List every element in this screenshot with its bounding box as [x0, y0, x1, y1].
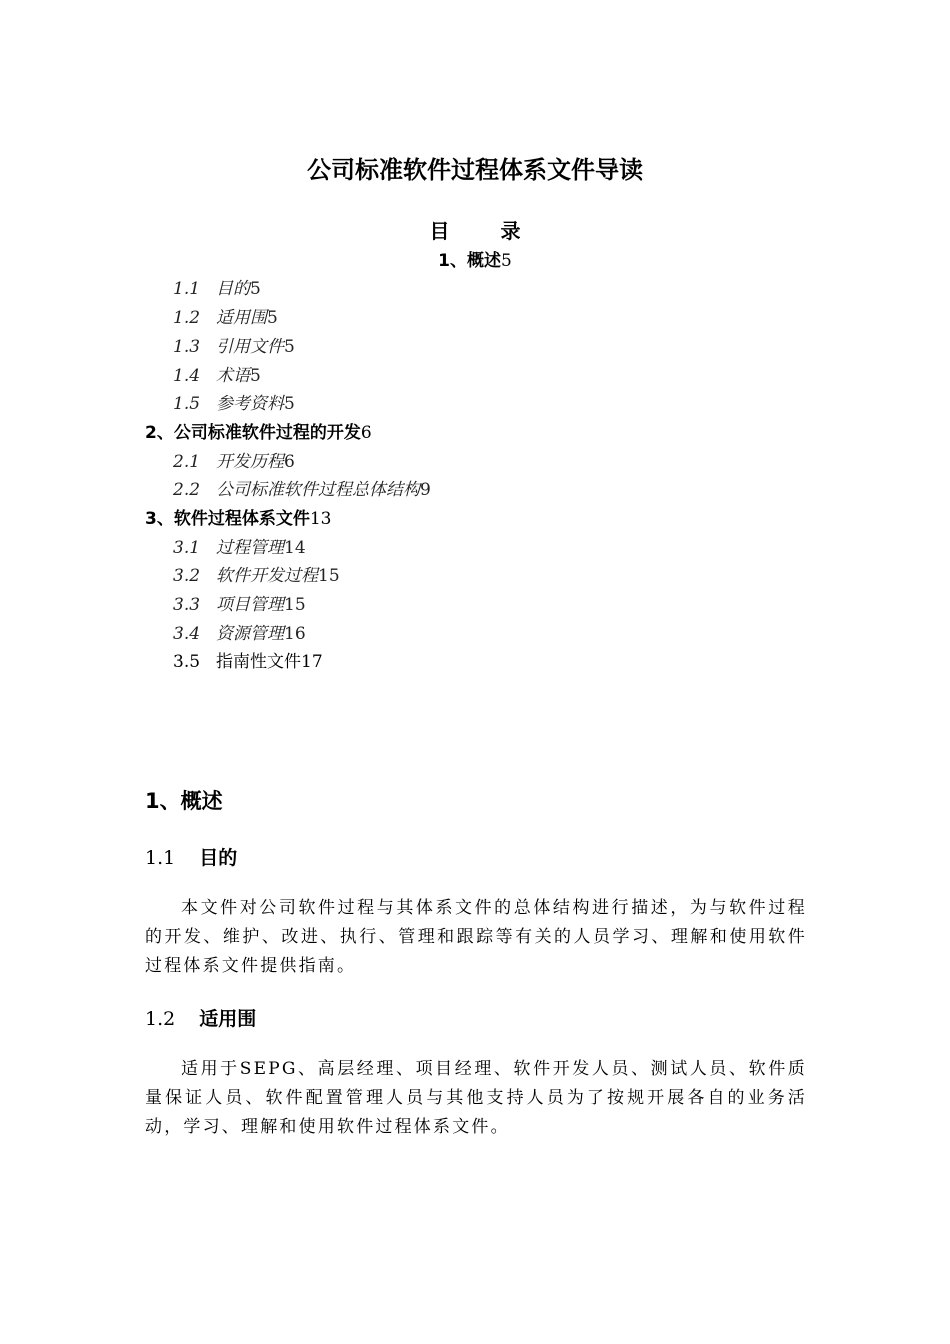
toc-entry[interactable]: [173, 365, 261, 387]
toc-entry-text: 开发历程: [216, 452, 285, 472]
toc-entry[interactable]: [145, 422, 372, 444]
toc-entry-page: 17: [301, 652, 323, 672]
toc-entry-page: 6: [284, 452, 295, 472]
toc-entry-text: 软件过程体系文件: [173, 509, 310, 529]
toc-entry-page: 6: [360, 423, 372, 443]
toc-entry-number: 1.3: [173, 337, 201, 357]
toc-entry-number: 1、: [438, 251, 467, 271]
toc-entry-text: 目的: [216, 279, 251, 299]
toc-entry-text: 公司标准软件过程总体结构: [216, 480, 421, 500]
section-heading-1-1: [145, 843, 237, 870]
toc-entry-number: 3.1: [173, 538, 201, 558]
toc-entry-text: 术语: [216, 366, 251, 386]
toc-entry-text: 概述: [467, 251, 501, 271]
toc-entry-number: 3.3: [173, 595, 201, 615]
toc-entry-number: 2.1: [173, 452, 201, 472]
document-title: 公司标准软件过程体系文件导读: [307, 156, 643, 184]
toc-entry-number: 3.4: [173, 624, 201, 644]
toc-entry[interactable]: [173, 651, 323, 673]
toc-entry-number: 1.2: [173, 308, 201, 328]
toc-entry-number: 3.5: [173, 652, 201, 672]
toc-heading: 目 录: [429, 219, 543, 243]
toc-entry-text: 参考资料: [216, 394, 285, 414]
toc-entry[interactable]: [173, 565, 340, 587]
section-title: 适用围: [199, 1008, 257, 1030]
toc-entry-number: 1.1: [173, 279, 201, 299]
paragraph-purpose: 本文件对公司软件过程与其体系文件的总体结构进行描述，为与软件过程的开发、维护、改进、执行、管理和跟踪等有关的人员学习、理解和使用软件过程体系文件提供指南。: [145, 898, 807, 976]
toc-entry-page: 9: [420, 480, 431, 500]
toc-entry-number: 3、: [145, 509, 174, 529]
toc-entry[interactable]: [173, 594, 306, 616]
paragraph-scope: 适用于SEPG、高层经理、项目经理、软件开发人员、测试人员、软件质量保证人员、软件配置管理人员与其他支持人员为了按规开展各自的业务活动，学习、理解和使用软件过程体系文件。: [145, 1059, 807, 1137]
toc-entry-text: 软件开发过程: [216, 566, 319, 586]
toc-entry[interactable]: [173, 537, 306, 559]
toc-entry[interactable]: [173, 278, 261, 300]
toc-entry-number: 2.2: [173, 480, 201, 500]
toc-entry-text: 项目管理: [216, 595, 285, 615]
section-number: 1.2: [145, 1008, 176, 1030]
toc-entry-page: 5: [250, 366, 261, 386]
toc-entry-page: 16: [284, 624, 306, 644]
toc-entry-page: 5: [250, 279, 261, 299]
toc-entry[interactable]: [173, 479, 431, 501]
toc-entry-text: 指南性文件: [216, 652, 302, 672]
toc-entry-page: 14: [284, 538, 306, 558]
toc-entry-page: 5: [501, 251, 512, 271]
toc-entry-text: 引用文件: [216, 337, 285, 357]
toc-entry-page: 5: [267, 308, 278, 328]
toc-entry[interactable]: [0, 250, 950, 272]
toc-entry[interactable]: [173, 623, 306, 645]
toc-entry[interactable]: [145, 508, 331, 530]
toc-entry-text: 资源管理: [216, 624, 285, 644]
toc-entry-number: 1.5: [173, 394, 201, 414]
section-title: 目的: [199, 847, 238, 869]
toc-entry-page: 5: [284, 394, 295, 414]
toc-entry-text: 适用围: [216, 308, 268, 328]
toc-entry[interactable]: [173, 451, 295, 473]
toc-entry-page: 15: [318, 566, 340, 586]
toc-entry-page: 5: [284, 337, 295, 357]
toc-entry-text: 过程管理: [216, 538, 285, 558]
toc-entry-page: 15: [284, 595, 306, 615]
toc-entry[interactable]: [173, 307, 278, 329]
toc-entry[interactable]: [173, 336, 295, 358]
toc-entry-page: 13: [309, 509, 332, 529]
section-number: 1.1: [145, 847, 176, 869]
section-heading-1-2: [145, 1004, 256, 1031]
toc-entry-number: 3.2: [173, 566, 201, 586]
toc-entry-number: 1.4: [173, 366, 201, 386]
section-heading-1: 1、概述: [145, 789, 223, 813]
toc-entry-number: 2、: [145, 423, 174, 443]
toc-entry-text: 公司标准软件过程的开发: [173, 423, 361, 443]
toc-entry[interactable]: [173, 393, 295, 415]
